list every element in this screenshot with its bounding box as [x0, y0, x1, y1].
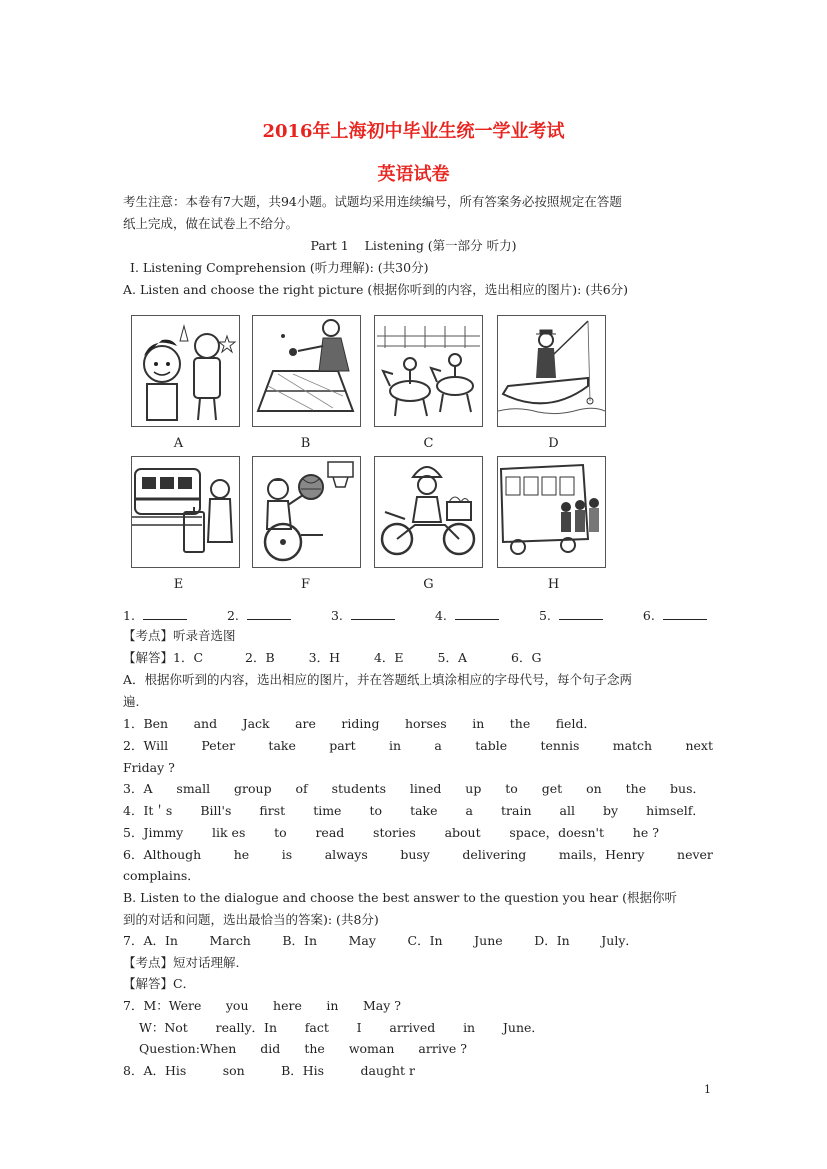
answer-blank-1[interactable]: 1.: [123, 607, 223, 623]
wheelchair-basketball-icon: [253, 457, 360, 567]
section-b-line-2: 到的对话和问题，选出最恰当的答案): (共8分): [123, 912, 379, 927]
motorbike-delivery-icon: [375, 457, 482, 567]
section-a-heading: A. Listen and choose the right picture (根据你听到的内容，选出相应的图片): (共6分): [123, 282, 629, 297]
explain-a-line-1: A．根据你听到的内容，选出相应的图片，并在答题纸上填涂相应的字母代号，每个句子念两: [123, 672, 633, 687]
picture-label-c: C: [423, 436, 434, 451]
jieda-1: 【解答】1．C 2．B 3．H 4．E 5．A 6．G: [123, 650, 542, 665]
train-girl-icon: [132, 457, 239, 567]
notice-line-2: 纸上完成，做在试卷上不给分。: [123, 216, 299, 231]
bus-queue-icon: [498, 457, 605, 567]
question-7-options: 7．A．In March B．In May C．In June D．In July．: [123, 933, 638, 948]
section-1-heading: I. Listening Comprehension (听力理解): (共30分): [130, 260, 429, 275]
sentence-4: 4．It＇s Bill's first time to take a train all by himself．: [123, 803, 705, 818]
picture-label-f: F: [300, 577, 311, 592]
picture-a: [131, 315, 240, 427]
picture-label-g: G: [423, 577, 434, 592]
notice-line-1: 考生注意：本卷有7大题，共94小题。试题均采用连续编号，所有答案务必按照规定在答题: [123, 194, 622, 209]
horse-riding-icon: [375, 316, 482, 426]
answer-blanks-row: [123, 607, 743, 623]
picture-label-b: B: [300, 436, 311, 451]
picture-label-e: E: [173, 577, 184, 592]
picture-d: [497, 315, 606, 427]
sentence-1: 1．Ben and Jack are riding horses in the field．: [123, 716, 596, 731]
picture-label-a: A: [173, 436, 184, 451]
sentence-5: 5．Jimmy lik es to read stories about space，doesn't he ?: [123, 825, 659, 840]
answer-blank-5[interactable]: 5.: [539, 607, 639, 623]
sentence-2: 2．Will Peter take part in a table tennis match next: [123, 738, 713, 753]
exam-title: 2016年上海初中毕业生统一学业考试: [262, 121, 565, 142]
question-8-options: 8．A．His son B．His daught r: [123, 1063, 415, 1078]
sentence-2-cont: Friday ?: [123, 760, 175, 775]
answer-blank-2[interactable]: 2.: [227, 607, 327, 623]
explain-a-line-2: 遍.: [123, 694, 140, 709]
boy-astronaut-icon: [132, 316, 239, 426]
section-b-line-1: B. Listen to the dialogue and choose the best answer to the question you hear (根据你听: [123, 890, 677, 905]
picture-b: [252, 315, 361, 427]
exam-subtitle: 英语试卷: [377, 164, 450, 185]
sentence-3: 3．A small group of students lined up to get on the bus．: [123, 781, 705, 796]
table-tennis-icon: [253, 316, 360, 426]
dialogue-7-w: W：Not really．In fact I arrived in June．: [139, 1020, 544, 1035]
picture-g: [374, 456, 483, 568]
fishing-boat-icon: [498, 316, 605, 426]
answer-blank-3[interactable]: 3.: [331, 607, 431, 623]
kaodian-2: 【考点】短对话理解.: [123, 955, 240, 970]
picture-h: [497, 456, 606, 568]
sentence-6-cont: complains．: [123, 868, 200, 883]
answer-blank-6[interactable]: 6.: [643, 607, 743, 623]
picture-c: [374, 315, 483, 427]
picture-e: [131, 456, 240, 568]
picture-f: [252, 456, 361, 568]
sentence-6: 6．Although he is always busy delivering mails，Henry never: [123, 847, 713, 862]
kaodian-1: 【考点】听录音选图: [123, 628, 236, 643]
picture-label-h: H: [547, 577, 560, 592]
dialogue-7-m: 7．M：Were you here in May ?: [123, 998, 401, 1013]
picture-label-d: D: [548, 436, 559, 451]
part1-heading: Part 1 Listening (第一部分 听力): [310, 238, 517, 253]
answer-blank-4[interactable]: 4.: [435, 607, 535, 623]
jieda-2: 【解答】C．: [123, 976, 196, 991]
dialogue-7-question: Question:When did the woman arrive ?: [139, 1041, 467, 1056]
page-number: 1: [704, 1083, 711, 1096]
